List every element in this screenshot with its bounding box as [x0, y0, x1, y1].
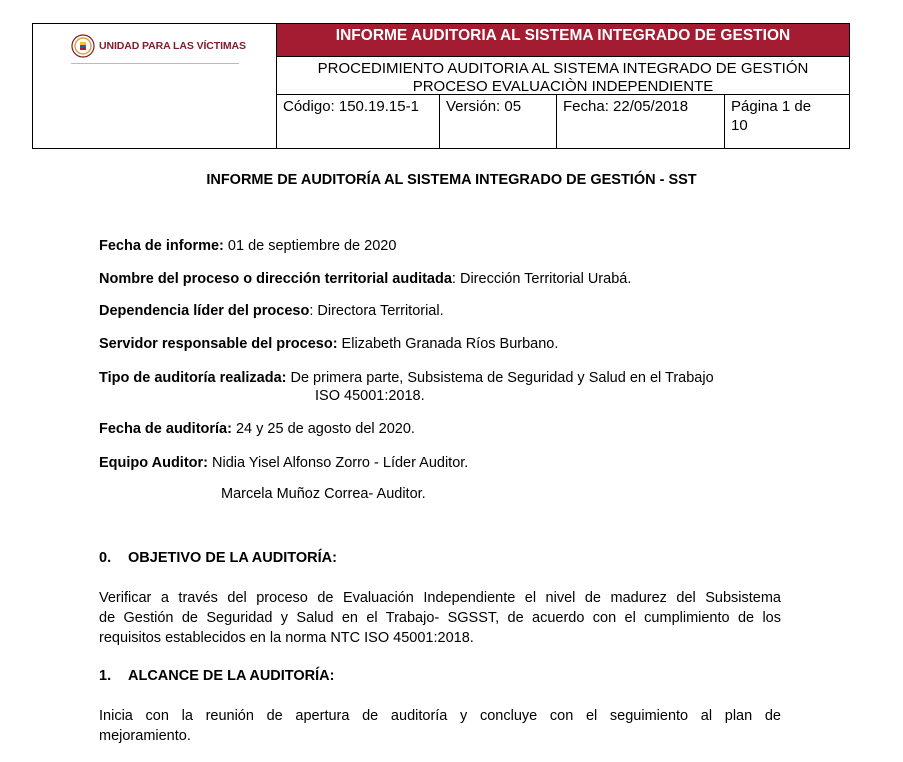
audit-date-label: Fecha de auditoría:	[99, 421, 232, 437]
logo-text: UNIDAD PARA LAS VÍCTIMAS	[99, 40, 246, 52]
procedure-row	[277, 57, 849, 95]
audit-team-member: Marcela Muñoz Correa- Auditor.	[221, 486, 426, 502]
section-title: OBJETIVO DE LA AUDITORÍA:	[128, 550, 337, 566]
paragraph-line: de Gestión de Seguridad y Salud en el Trabajo- SGSST, de acuerdo con el cumplimiento de los	[99, 610, 781, 626]
responsible-value: Elizabeth Granada Ríos Burbano.	[337, 336, 559, 352]
page-total: 10	[731, 117, 748, 134]
logo-cell	[33, 24, 277, 148]
process-name-field	[99, 271, 631, 288]
version-cell	[440, 95, 557, 148]
section-heading	[99, 550, 337, 566]
logo-divider	[71, 63, 239, 64]
responsible-label: Servidor responsable del proceso:	[99, 336, 338, 352]
procedure-name: PROCEDIMIENTO AUDITORIA AL SISTEMA INTEGRADO DE GESTIÓN	[317, 60, 809, 77]
code-cell	[277, 95, 440, 148]
header-title: INFORME AUDITORIA AL SISTEMA INTEGRADO DE GESTION	[277, 24, 849, 57]
process-name-label: Nombre del proceso o dirección territorial auditada	[99, 271, 452, 287]
report-date-value: 01 de septiembre de 2020	[223, 238, 397, 254]
report-date-label: Fecha de informe:	[99, 238, 224, 254]
audit-type-field	[99, 370, 714, 387]
section-number: 0.	[99, 550, 112, 566]
document-version: Versión: 05	[446, 98, 522, 115]
paragraph-line: requisitos establecidos en la norma NTC ISO 45001:2018.	[99, 630, 474, 646]
responsible-field	[99, 336, 558, 353]
lead-dependency-value: : Directora Territorial.	[309, 303, 444, 319]
paragraph-line: Inicia con la reunión de apertura de auditoría y concluye con el seguimiento al plan de	[99, 708, 781, 724]
page-cell	[725, 95, 849, 148]
coat-of-arms-icon	[71, 34, 95, 58]
process-name: PROCESO EVALUACIÒN INDEPENDIENTE	[412, 78, 714, 95]
audit-date-value: 24 y 25 de agosto del 2020.	[231, 421, 415, 437]
audit-type-value: De primera parte, Subsistema de Seguridad y Salud en el Trabajo	[286, 370, 714, 386]
document-header	[32, 23, 850, 149]
document-title: INFORME DE AUDITORÍA AL SISTEMA INTEGRADO DE GESTIÓN - SST	[206, 172, 697, 188]
audit-team-label: Equipo Auditor:	[99, 455, 208, 471]
logo	[71, 34, 246, 58]
audit-team-field	[99, 455, 468, 472]
page-number: Página 1 de	[731, 98, 812, 115]
meta-row	[277, 95, 849, 148]
report-date-field	[99, 238, 396, 255]
audit-type-value-cont: ISO 45001:2018.	[315, 388, 425, 404]
section-heading	[99, 668, 334, 684]
paragraph-line: Verificar a través del proceso de Evaluación Independiente el nivel de madurez del Subsistema	[99, 590, 781, 606]
document-date: Fecha: 22/05/2018	[563, 98, 689, 115]
section-title: ALCANCE DE LA AUDITORÍA:	[128, 668, 335, 684]
audit-team-member: Nidia Yisel Alfonso Zorro - Líder Auditor.	[208, 455, 469, 471]
lead-dependency-field	[99, 303, 444, 320]
section-paragraph	[99, 706, 781, 746]
audit-type-label: Tipo de auditoría realizada:	[99, 370, 287, 386]
date-cell	[557, 95, 725, 148]
audit-date-field	[99, 421, 415, 438]
process-name-value: : Dirección Territorial Urabá.	[451, 271, 632, 287]
section-paragraph	[99, 588, 781, 648]
paragraph-line: mejoramiento.	[99, 728, 191, 744]
section-number: 1.	[99, 668, 112, 684]
lead-dependency-label: Dependencia líder del proceso	[99, 303, 310, 319]
document-code: Código: 150.19.15-1	[283, 98, 419, 115]
